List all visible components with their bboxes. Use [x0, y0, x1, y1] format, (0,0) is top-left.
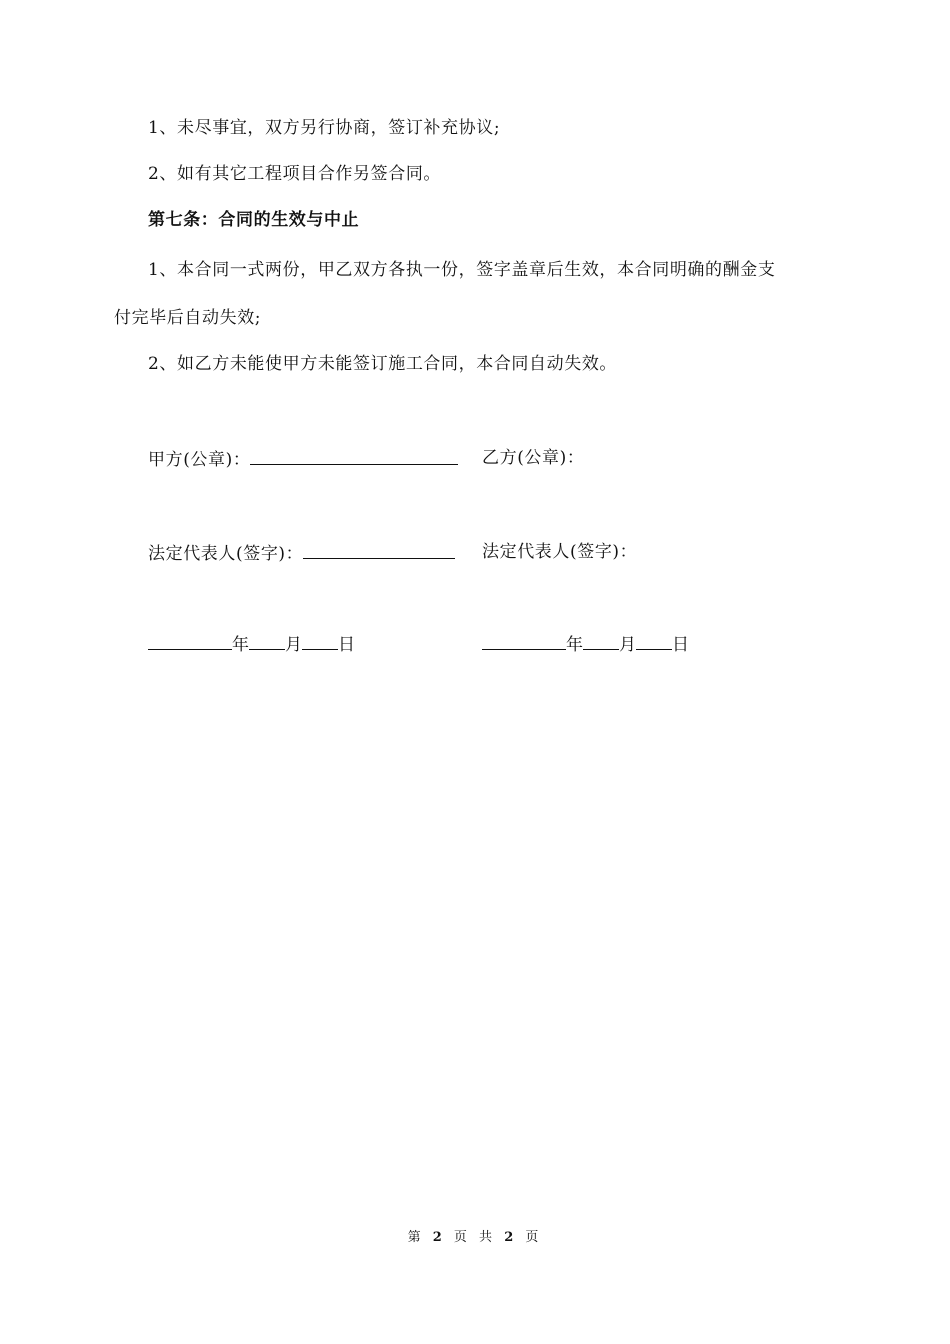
party-b-seal-label: 乙方(公章)：: [482, 448, 585, 468]
party-a-rep-label: 法定代表人(签字)：: [148, 544, 304, 564]
party-a-year-label: 年: [232, 635, 249, 655]
footer-suffix: 页: [525, 1230, 543, 1245]
clause-effect-item-1-line-1: 1、本合同一式两份，甲乙双方各执一份，签字盖章后生效，本合同明确的酬金支: [148, 260, 776, 280]
party-b-day-label: 日: [672, 635, 689, 655]
party-b-rep-label: 法定代表人(签字)：: [482, 542, 638, 562]
party-b-month-label: 月: [619, 635, 636, 655]
clause-effect-item-1-line-2: 付完毕后自动失效;: [114, 308, 262, 328]
party-a-seal-blank: [250, 446, 458, 465]
clause-supplement-item-2: 2、如有其它工程项目合作另签合同。: [148, 164, 442, 184]
party-a-month-label: 月: [285, 635, 302, 655]
party-a-seal-row: [148, 446, 458, 472]
party-b-year-label: 年: [566, 635, 583, 655]
party-a-day-blank: [302, 633, 338, 650]
party-b-seal-row: [482, 446, 584, 470]
footer-prefix: 第: [407, 1230, 425, 1245]
party-a-year-blank: [148, 633, 232, 650]
clause-supplement-item-1: 1、未尽事宜，双方另行协商，签订补充协议;: [148, 118, 501, 138]
party-a-seal-label: 甲方(公章)：: [148, 450, 251, 470]
party-a-date: [148, 633, 355, 657]
party-b-day-blank: [636, 633, 672, 650]
clause-effect-item-2: 2、如乙方未能使甲方未能签订施工合同，本合同自动失效。: [148, 354, 618, 374]
footer-total-pages: 2: [504, 1230, 518, 1245]
party-b-month-blank: [583, 633, 619, 650]
party-b-rep-row: [482, 540, 637, 564]
article-seven-heading: 第七条：合同的生效与中止: [148, 210, 360, 230]
page-number-footer: [0, 1228, 950, 1248]
footer-middle: 页 共: [453, 1230, 497, 1245]
party-a-month-blank: [249, 633, 285, 650]
party-a-rep-blank: [303, 540, 455, 559]
party-a-rep-row: [148, 540, 455, 566]
party-b-year-blank: [482, 633, 566, 650]
footer-current-page: 2: [432, 1230, 446, 1245]
party-a-day-label: 日: [338, 635, 355, 655]
party-b-date: [482, 633, 689, 657]
